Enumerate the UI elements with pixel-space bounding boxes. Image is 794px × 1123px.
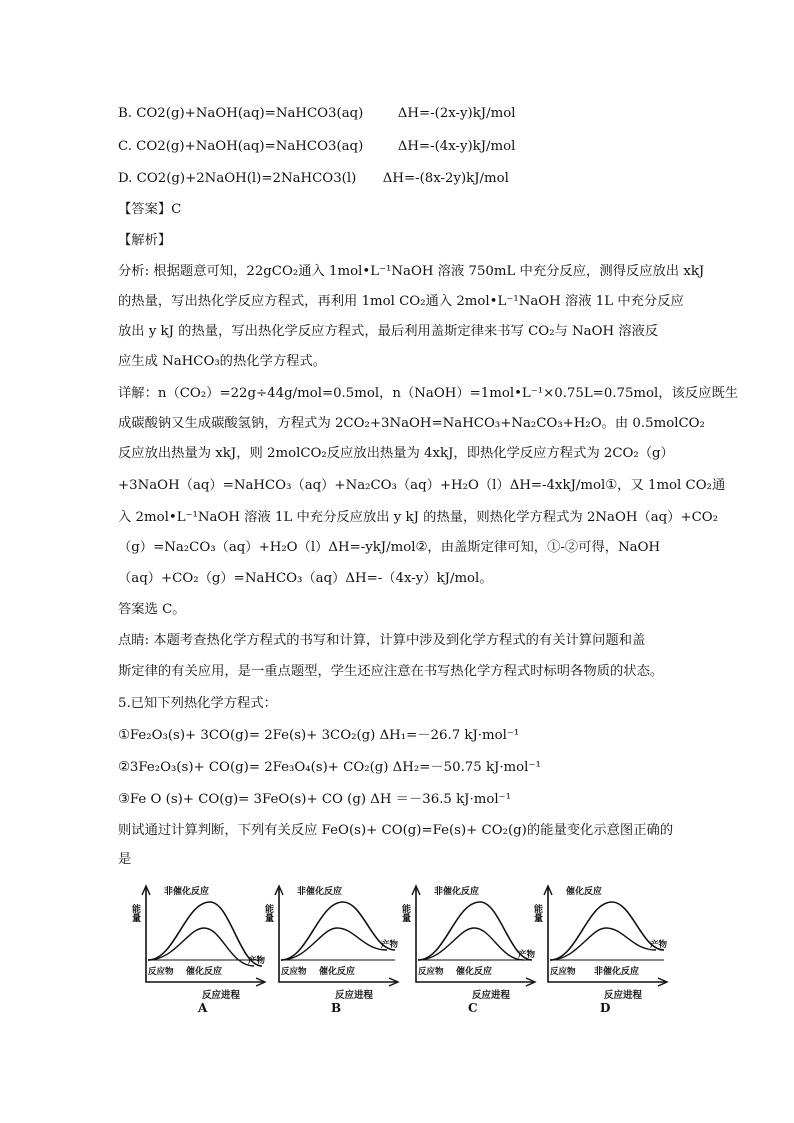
question-5-prompt: 则试通过计算判断，下列有关反应 FeO(s)+ CO(g)=Fe(s)+ CO₂(g)的能量变化示意图正确的 xyxy=(118,823,674,838)
comment-line: 点睛: 本题考查热化学方程式的书写和计算，计算中涉及到化学方程式的有关计算问题和盖 xyxy=(118,633,646,648)
question-5-equation: ③Fe O (s)+ CO(g)= 3FeO(s)+ CO (g) ΔH ＝－36.5 kJ·mol⁻¹ xyxy=(118,792,511,807)
option-equation: CO2(g)+2NaOH(l)=2NaHCO3(l) xyxy=(136,171,357,186)
option-letter: D. xyxy=(118,171,133,186)
bottom-curve-label: 催化反应 xyxy=(319,967,356,977)
top-curve-label: 非催化反应 xyxy=(164,887,210,897)
high-barrier-curve xyxy=(148,902,262,966)
question-5-prompt: 是 xyxy=(118,852,132,867)
diagram-caption: C xyxy=(468,1001,478,1015)
analysis-line: 分析: 根据题意可知，22gCO₂通入 1mol•L⁻¹NaOH 溶液 750mL 中充分反应，测得反应放出 xkJ xyxy=(118,264,705,279)
answer-label: 【答案】C xyxy=(118,202,182,217)
top-curve-label: 非催化反应 xyxy=(297,887,343,897)
x-axis-label: 反应进程 xyxy=(335,990,374,1001)
analysis-label: 【解析】 xyxy=(118,233,172,248)
detail-line: 入 2mol•L⁻¹NaOH 溶液 1L 中充分反应放出 y kJ 的热量，则热化学方程式为 2NaOH（aq）+CO₂ xyxy=(118,510,719,525)
x-axis-label: 反应进程 xyxy=(604,990,643,1001)
option-b xyxy=(118,104,515,124)
reactant-label: 反应物 xyxy=(550,967,576,977)
detail-line: 反应放出热量为 xkJ，则 2molCO₂反应放出热量为 4xkJ，即热化学反应方程式为 2CO₂（g） xyxy=(118,446,674,461)
answer-choice: 答案选 C。 xyxy=(118,602,186,617)
diagram-caption: D xyxy=(600,1001,611,1015)
option-delta-h: ΔH=-(4x-y)kJ/mol xyxy=(397,139,516,154)
bottom-curve-label: 非催化反应 xyxy=(594,967,640,977)
x-axis-label: 反应进程 xyxy=(472,990,511,1001)
option-equation: CO2(g)+NaOH(aq)=NaHCO3(aq) xyxy=(136,106,364,121)
reactant-label: 反应物 xyxy=(148,967,174,977)
product-label: 产物 xyxy=(650,940,668,950)
bottom-curve-label: 催化反应 xyxy=(456,967,493,977)
detail-line: 成碳酸钠又生成碳酸氢钠，方程式为 2CO₂+3NaOH=NaHCO₃+Na₂CO₃+H₂O。由 0.5molCO₂ xyxy=(118,416,705,431)
analysis-line: 应生成 NaHCO₃的热化学方程式。 xyxy=(118,354,327,369)
energy-diagram-b xyxy=(263,880,423,1015)
low-barrier-curve xyxy=(281,928,387,960)
y-axis-label: 能量 xyxy=(532,904,542,922)
top-curve-label: 催化反应 xyxy=(566,887,603,897)
product-label: 产物 xyxy=(518,950,536,960)
question-5-stem: 5.已知下列热化学方程式： xyxy=(118,696,277,711)
option-delta-h: ΔH=-(2x-y)kJ/mol xyxy=(397,106,516,121)
option-letter: B. xyxy=(118,106,132,121)
detail-line: （aq）+CO₂（g）=NaHCO₃（aq）ΔH=-（4x-y）kJ/mol。 xyxy=(118,571,493,586)
low-barrier-curve xyxy=(418,928,524,960)
question-5-equation: ②3Fe₂O₃(s)+ CO(g)= 2Fe₃O₄(s)+ CO₂(g) ΔH₂=－50.75 kJ·mol⁻¹ xyxy=(118,760,541,775)
energy-diagram-d xyxy=(532,880,692,1015)
product-label: 产物 xyxy=(248,956,266,966)
top-curve-label: 非催化反应 xyxy=(434,887,480,897)
option-c xyxy=(118,137,515,157)
diagram-svg xyxy=(263,880,423,1015)
detail-line: 详解：n（CO₂）=22g÷44g/mol=0.5mol，n（NaOH）=1mol•L⁻¹×0.75L=0.75mol，该反应既生 xyxy=(118,386,739,401)
product-label: 产物 xyxy=(381,940,399,950)
reactant-label: 反应物 xyxy=(281,967,307,977)
reactant-label: 反应物 xyxy=(418,967,444,977)
x-axis-label: 反应进程 xyxy=(202,990,241,1001)
y-axis-label: 能量 xyxy=(130,904,140,922)
high-barrier-curve xyxy=(550,902,664,960)
high-barrier-curve xyxy=(281,902,395,960)
option-d xyxy=(118,169,509,189)
diagram-caption: A xyxy=(198,1001,208,1015)
analysis-line: 的热量，写出热化学反应方程式，再利用 1mol CO₂通入 2mol•L⁻¹NaOH 溶液 1L 中充分反应 xyxy=(118,294,684,309)
analysis-line: 放出 y kJ 的热量，写出热化学反应方程式，最后利用盖斯定律来书写 CO₂与 NaOH 溶液反 xyxy=(118,324,659,339)
option-equation: CO2(g)+NaOH(aq)=NaHCO3(aq) xyxy=(136,139,364,154)
option-delta-h: ΔH=-(8x-2y)kJ/mol xyxy=(382,171,509,186)
comment-line: 斯定律的有关应用，是一重点题型，学生还应注意在书写热化学方程式时标明各物质的状态。 xyxy=(118,664,664,679)
low-barrier-curve xyxy=(550,928,656,960)
detail-line: （g）=Na₂CO₃（aq）+H₂O（l）ΔH=-ykJ/mol②，由盖斯定律可知，①-②可得，NaOH xyxy=(118,540,661,555)
option-letter: C. xyxy=(118,139,132,154)
diagram-caption: B xyxy=(331,1001,342,1015)
y-axis-label: 能量 xyxy=(400,904,410,922)
y-axis-label: 能量 xyxy=(263,904,273,922)
high-barrier-curve xyxy=(418,902,532,960)
bottom-curve-label: 催化反应 xyxy=(186,967,223,977)
diagram-svg xyxy=(532,880,692,1015)
detail-line: +3NaOH（aq）=NaHCO₃（aq）+Na₂CO₃（aq）+H₂O（l）ΔH=-4xkJ/mol①，又 1mol CO₂通 xyxy=(118,478,726,493)
question-5-equation: ①Fe₂O₃(s)+ 3CO(g)= 2Fe(s)+ 3CO₂(g) ΔH₁=－26.7 kJ·mol⁻¹ xyxy=(118,728,520,743)
